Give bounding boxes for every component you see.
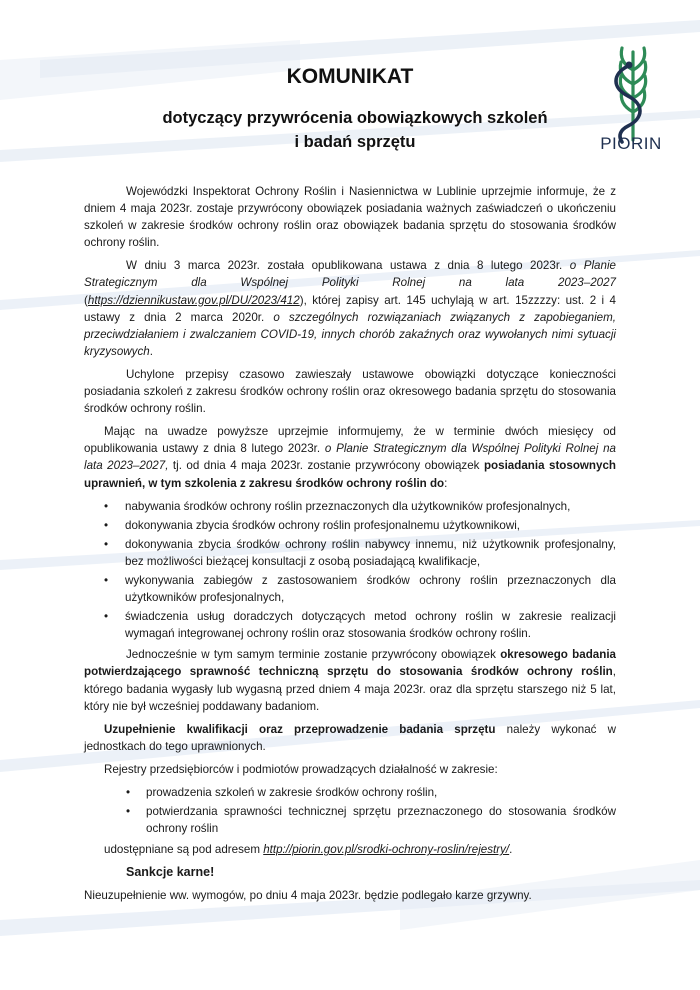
paragraph-5 [84, 646, 616, 714]
paragraph-3: Uchylone przepisy czasowo zawieszały ustawowe obowiązki dotyczące konieczności posiadania szkoleń z zakresu środków ochrony roślin oraz okresowego badania sprzętu do stosowania środków ochrony roślin. [84, 367, 616, 416]
list-item-text: nabywania środków ochrony roślin przeznaczonych dla użytkowników profesjonalnych, [125, 499, 571, 513]
sankcje-text: Nieuzupełnienie ww. wymogów, po dniu 4 maja 2023r. będzie podlegało karze grzywny. [84, 889, 532, 903]
p4-colon: : [444, 476, 448, 490]
dziennik-ustaw-link[interactable]: https://dziennikustaw.gov.pl/DU/2023/412 [87, 293, 300, 307]
list-item-text: potwierdzania sprawności technicznej sprzętu przeznaczonego do stosowania środków ochrony roślin [146, 805, 616, 836]
bullet-icon: • [104, 499, 109, 513]
p2-text-a: W dniu 3 marca 2023r. została opublikowana ustawa z dnia 8 lutego 2023r. [126, 259, 563, 273]
bullet-icon: • [126, 805, 131, 819]
list-item [84, 517, 616, 534]
p2-text-d: ), której zapisy art. 145 uchylają w art. 15zzzzy: ust. 2 i 4 ustawy z dnia 2 marca 2020r. [84, 293, 616, 324]
p4-text-c: tj. od dnia 4 maja 2023r. zostanie przywrócony obowiązek [172, 459, 480, 473]
list-item [84, 572, 616, 606]
p2-period: . [149, 344, 153, 358]
p5-text-a: Jednocześnie w tym samym terminie zostanie przywrócony obowiązek [126, 648, 496, 662]
list-item-text: wykonywania zabiegów z zastosowaniem środków ochrony roślin przeznaczonych dla użytkowników profesjonalnych, [125, 573, 616, 605]
p4-act-title: o Planie Strategicznym dla Wspólnej Polityki Rolnej na lata 2023–2027, [84, 442, 616, 473]
list-item-text: świadczenia usług doradczych dotyczących metod ochrony roślin w zakresie realizacji wymagań integrowanej ochrony roślin oraz stosowania środków ochrony roślin. [125, 610, 616, 641]
list-item [84, 784, 616, 801]
paragraph-6 [84, 721, 616, 755]
paragraph-8 [84, 841, 616, 858]
paragraph-7: Rejestry przedsiębiorców i podmiotów prowadzących działalność w zakresie: [104, 762, 498, 776]
registers-list [84, 784, 616, 837]
list-item [84, 608, 616, 642]
paragraph-2 [84, 257, 616, 360]
p2-paren-open: ( [84, 293, 88, 307]
piorin-registers-link[interactable]: http://piorin.gov.pl/srodki-ochrony-roslin/rejestry/ [263, 843, 510, 857]
list-item [84, 498, 616, 515]
sankcje-heading: Sankcje karne! [126, 865, 215, 880]
bullet-icon: • [104, 610, 109, 624]
list-item-text: prowadzenia szkoleń w zakresie środków ochrony roślin, [146, 786, 438, 799]
bullet-icon: • [104, 537, 109, 551]
p4-text-a: Mając na uwadze powyższe uprzejmie informujemy, że w terminie dwóch miesięcy od opublikowania ustawy z dnia 8 lutego 2023r. [84, 425, 616, 456]
paragraph-1: Wojewódzki Inspektorat Ochrony Roślin i Nasiennictwa w Lublinie uprzejmie informuje, że z dniem 4 maja 2023r. zostaje przywrócony obowiązek posiadania ważnych zaświadczeń o ukończeniu szkoleń w zakresie środków ochrony roślin oraz obowiązek badania sprzętu do stosowania środków ochrony roślin. [84, 185, 616, 250]
p8-text-a: udostępniane są pod adresem [104, 843, 260, 857]
bullet-icon: • [104, 573, 109, 587]
subtitle-line-2: i badań sprzętu [294, 133, 416, 151]
subtitle-line-1: dotyczący przywrócenia obowiązkowych szkoleń [162, 109, 548, 127]
snake-head-icon [626, 62, 633, 69]
p8-period: . [509, 843, 513, 857]
paragraph-4 [84, 423, 616, 491]
list-item-text: dokonywania zbycia środków ochrony roślin profesjonalnemu użytkownikowi, [125, 518, 521, 532]
logo-text: PIORIN [600, 134, 662, 153]
p5-text-c: , którego badania wygasły lub wygasną przed dniem 4 maja 2023r. oraz dla sprzętu starszego niż 5 lat, który nie był wcześniej poddawany badaniom. [84, 665, 616, 713]
bullet-icon: • [126, 786, 131, 799]
p5-bold-inspection: okresowego badania potwierdzającego sprawność techniczną sprzętu do stosowania środków ochrony roślin [84, 648, 616, 679]
list-item [84, 803, 616, 837]
document-body [84, 183, 616, 911]
p2-act-title: o Planie Strategicznym dla Wspólnej Polityki Rolnej na lata 2023–2027 [84, 259, 616, 290]
p4-bold-obligation: posiadania stosownych uprawnień, w tym szkolenia z zakresu środków ochrony roślin do [84, 459, 616, 490]
obligations-list [84, 498, 616, 643]
p2-covid-act-title: o szczególnych rozwiązaniach związanych z zapobieganiem, przeciwdziałaniem i zwalczaniem COVID-19, innych chorób zakaźnych oraz wywołanych nimi sytuacji kryzysowych [84, 310, 616, 358]
p6-text-b: należy wykonać w jednostkach do tego uprawnionych. [84, 722, 616, 753]
document-title: KOMUNIKAT [286, 65, 414, 88]
document-subtitle [90, 106, 620, 154]
list-item-text: dokonywania zbycia środków ochrony roślin nabywcy innemu, niż użytkownik profesjonalny, bez możliwości bieżącej konsultacji z osobą posiadającą kwalifikacje, [125, 537, 616, 568]
p6-bold-qualification: Uzupełnienie kwalifikacji oraz przeprowadzenie badania sprzętu [104, 722, 496, 736]
list-item [84, 536, 616, 570]
bullet-icon: • [104, 518, 109, 532]
